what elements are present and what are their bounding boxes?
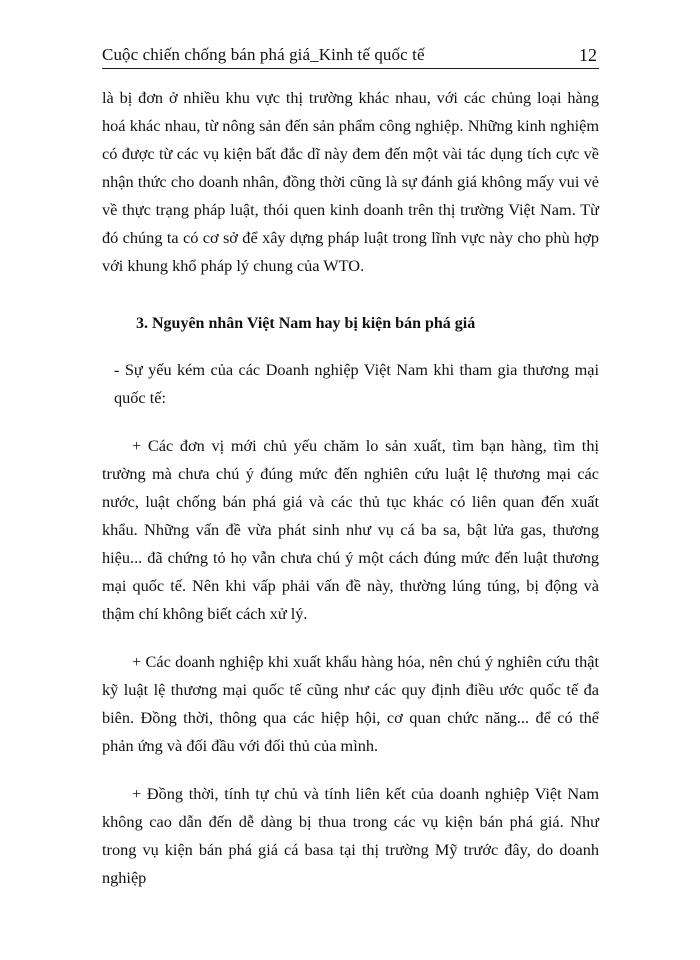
document-body — [102, 84, 599, 892]
document-title: Cuộc chiến chống bán phá giá_Kinh tế quốc tế — [102, 45, 425, 64]
paragraph-point-1: + Các đơn vị mới chủ yếu chăm lo sản xuất, tìm bạn hàng, tìm thị trường mà chưa chú ý đúng mức đến nghiên cứu luật lệ thương mại các nước, luật chống bán phá giá và các thủ tục khác có liên quan đến xuất khẩu. Những vấn đề vừa phát sinh như vụ cá ba sa, bật lửa gas, thương hiệu... đã chứng tỏ họ vẫn chưa chú ý một cách đúng mức đến luật thương mại quốc tế. Nên khi vấp phải vấn đề này, thường lúng túng, bị động và thậm chí không biết cách xử lý. — [102, 436, 599, 623]
paragraph-point-2: + Các doanh nghiệp khi xuất khẩu hàng hóa, nên chú ý nghiên cứu thật kỹ luật lệ thương mại quốc tế cũng như các quy định điều ước quốc tế đa biên. Đồng thời, thông qua các hiệp hội, cơ quan chức năng... để có thể phản ứng và đối đầu với đối thủ của mình. — [102, 652, 599, 755]
page-number: 12 — [579, 45, 597, 65]
section-heading: 3. Nguyên nhân Việt Nam hay bị kiện bán phá giá — [136, 315, 476, 332]
paragraph-intro: là bị đơn ở nhiều khu vực thị trường khác nhau, với các chủng loại hàng hoá khác nhau, từ nông sản đến sản phẩm công nghiệp. Những kinh nghiệm có được từ các vụ kiện bất đắc dĩ này đem đến một vài tác dụng tích cực về nhận thức cho doanh nhân, đồng thời cũng là sự đánh giá không mấy vui vẻ về thực trạng pháp luật, thói quen kinh doanh trên thị trường Việt Nam. Từ đó chúng ta có cơ sở để xây dựng pháp luật trong lĩnh vực này cho phù hợp với khung khổ pháp lý chung của WTO. — [102, 88, 599, 275]
page-header — [102, 44, 599, 69]
paragraph-point-3: + Đồng thời, tính tự chủ và tính liên kết của doanh nghiệp Việt Nam không cao dẫn đến dễ dàng bị thua trong các vụ kiện bán phá giá. Như trong vụ kiện bán phá giá cá basa tại thị trường Mỹ trước đây, do doanh nghiệp — [102, 784, 599, 887]
paragraph-weakness: - Sự yếu kém của các Doanh nghiệp Việt Nam khi tham gia thương mại quốc tế: — [114, 360, 599, 407]
